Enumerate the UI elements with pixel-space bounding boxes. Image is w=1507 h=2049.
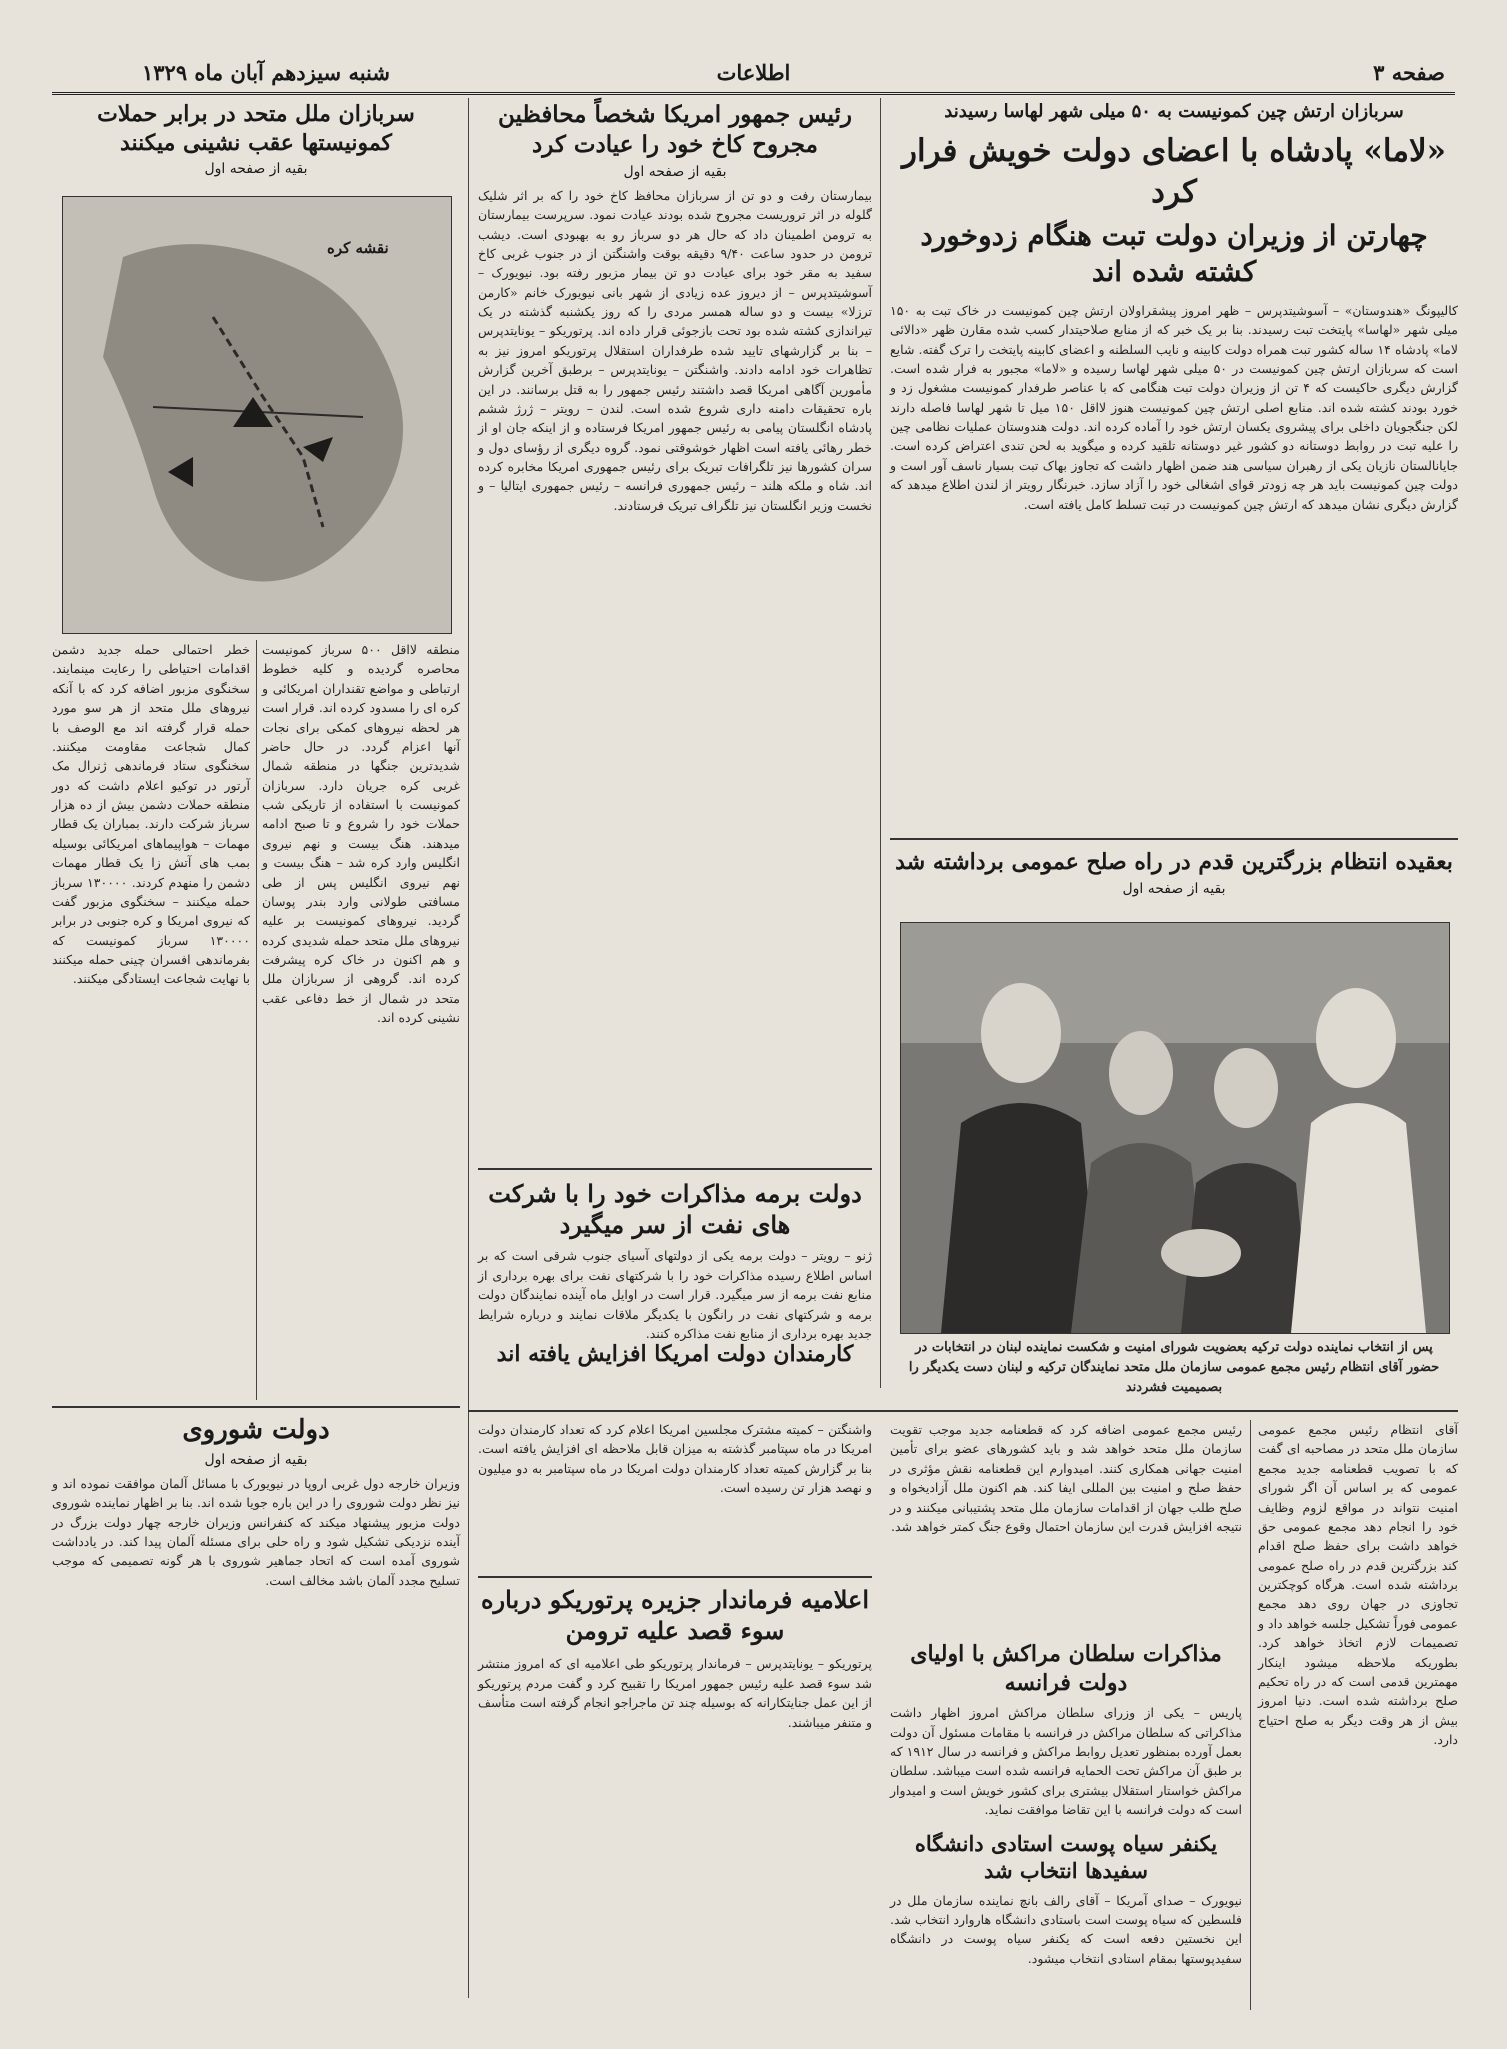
professor-headline: یکنفر سیاه پوست استادی دانشگاه سفیدها انتخاب شد — [914, 1831, 1218, 1884]
column-divider — [256, 640, 257, 1400]
burma-headline: دولت برمه مذاکرات خود را با شرکت های نفت از سر میگیرد — [488, 1179, 862, 1240]
masthead-page-number: صفحه ۳ — [1373, 60, 1445, 85]
article-truman — [478, 100, 872, 1160]
column-divider — [880, 98, 881, 1388]
entezam-body-a: آقای انتظام رئیس مجمع عمومی سازمان ملل متحد در مصاحبه ای گفت که با تصویب قطعنامه جدید مجمع عمومی که بر اساس آن اگر شورای امنیت نتواند در مواقع لزوم وظایف خود را انجام دهد مجمع عمومی حق خواهد داشت برای حفظ صلح اقدام کند بزرگترین قدم در راه صلح عمومی برداشته شده است. هرگاه کوچکترین تجاوزی در جهان روی دهد مجمع عمومی فوراً تشکیل جلسه خواهد داد و تصمیمات لازم اتخاذ خواهد کرد. بطوریکه ملاحظه میشود اینکار مهمترین قدمی است که در راه تحکیم صلح برداشته شده است. دنیا امروز بیش از هر وقت دیگر به صلح احتیاج دارد. — [1258, 1422, 1458, 1747]
article-burma — [478, 1178, 872, 1341]
article-entezam-header — [890, 848, 1458, 916]
column-divider — [468, 98, 469, 1998]
korea-continued-note: بقیه از صفحه اول — [204, 161, 308, 178]
article-tibet — [890, 100, 1458, 830]
soviet-headline: دولت شوروی — [182, 1415, 330, 1445]
morocco-headline: مذاکرات سلطان مراکش با اولیای دولت فرانسه — [910, 1641, 1222, 1696]
entezam-headline: بعقیده انتظام بزرگترین قدم در راه صلح عمومی برداشته شد — [895, 849, 1453, 875]
truman-body: بیمارستان رفت و دو تن از سربازان محافظ کاخ خود را که بر اثر شلیک گلوله در اثر تروریست مجروح شده بودند عیادت نمود. سرپرست بیمارستان به ترومن اطمینان داد که حال هر دو سرباز رو به بهبودی است. دیشب ترومن در حدود ساعت ۹/۴۰ دقیقه بوقت واشنگتن از در جنوب غربی کاخ سفید به مقر خود برای عیادت دو تن بیمار مزبور رفته بود. نیویورک – آسوشیتدپرس – از دیروز عده زیادی از شهر بانی نیویورک خانم «کارمن ترزلا» بیست و دو ساله همسر مردی را که روز یکشنبه گذشته در یک تیراندازی کشته شده بود تحت بازجوئی قرار داده اند. پرتوریکو – یونایتدپرس – بنا بر گزارشهای تایید شده طرفداران استقلال پرتوریکو امروز نیز به تظاهرات خود ادامه دادند. واشنگتن – یونایتدپرس – برطبق آخرین گزارش مأمورین آگاهی امریکا قصد داشتند رئیس جمهور را به قتل برسانند. در این باره تحقیقات دامنه داری شروع شده است. لندن – رویتر – ژرژ ششم پادشاه انگلستان پیامی به رئیس جمهور امریکا فرستاده و از اینکه جان او از خطر رهائی یافته است اظهار خوشوقتی نمود. گروه دیگری از رؤسای دول و سران کشورها نیز تلگرافات تبریک برای رئیس جمهوری امریکا مخابره کرده اند. شاه و ملکه هلند – رئیس جمهوری فرانسه – رئیس جمهوری ایتالیا – و نخست وزیر انگلستان نیز تلگراف تبریک فرستادند. — [478, 187, 872, 513]
section-divider — [478, 1576, 872, 1578]
masthead-date: شنبه سیزدهم آبان ماه ۱۳۲۹ — [142, 60, 390, 85]
photo-caption: پس از انتخاب نماینده دولت ترکیه بعضویت شورای امنیت و شکست نماینده لبنان در انتخابات در حضور آقای انتظام رئیس مجمع عمومی سازمان ملل متحد نمایندگان ترکیه و لبنان دست یکدیگر را بصمیمیت فشردند — [908, 1340, 1440, 1396]
entezam-body-b: رئیس مجمع عمومی اضافه کرد که قطعنامه جدید موجب تقویت سازمان ملل متحد خواهد شد و باید کشورهای عضو برای تأمین امنیت جهانی همکاری کنند. امیدوارم این قطعنامه نقش مؤثری در حفظ صلح و امنیت بین المللی ایفا کند. هم اکنون ملل آزادیخواه و صلح طلب جهان از اقدامات سازمان ملل متحد پشتیبانی میکنند و در نتیجه افزایش قدرت این سازمان احتمال وقوع جنگ کمتر خواهد شد. — [890, 1422, 1242, 1534]
section-divider — [890, 838, 1458, 840]
tibet-headline: «لاما» پادشاه با اعضای دولت خویش فرار کرد — [901, 133, 1447, 210]
puerto-rico-body: پرتوریکو – یونایتدپرس – فرماندار پرتوریکو طی اعلامیه ای که امروز منتشر شد سوء قصد علیه رئیس جمهور امریکا را تقبیح کرد و گفت مردم پرتوریکو از این عمل جنایتکارانه که بوسیله چند تن ماجراجو انجام گرفته است متأسف و متنفر میباشند. — [478, 1656, 872, 1730]
truman-continued-note: بقیه از صفحه اول — [623, 163, 727, 180]
burma-body: ژنو – رویتر – دولت برمه یکی از دولتهای آسیای جنوب شرقی است که بر اساس اطلاع رسیده مذاکرات خود را با شرکتهای نفت برای بهره برداری از منابع نفت برمه از سر میگیرد. قرار است در اوایل ماه آینده نمایندگان دولت برمه و شرکتهای نفت در رانگون با یکدیگر ملاقات نمایند و درباره شرایط جدید بهره برداری از منابع نفت مذاکره کنند. — [478, 1248, 872, 1341]
column-divider — [1250, 1420, 1251, 2010]
section-divider — [52, 1406, 460, 1408]
news-photo-handshake — [900, 922, 1450, 1334]
korea-body-b: خطر احتمالی حمله جدید دشمن اقدامات احتیاطی را رعایت مینمایند. سخنگوی مزبور اضافه کرد که با آنکه نیروهای ملل متحد از هر سو مورد حمله قرار گرفته اند مع الوصف با کمال شجاعت مقاومت میکنند. سخنگوی ستاد فرماندهی ژنرال مک آرتور در توکیو اعلام داشت که دور منطقه حملات دشمن بیش از ده هزار سرباز شرکت دارند. بمباران یک قطار مهمات – هواپیماهای امریکائی بوسیله بمب های آتش زا یک قطار مهمات دشمن را منهدم کردند. ۱۳۰۰۰۰ سرباز حمله میکنند – سخنگوی مزبور گفت که نیروی امریکا و کره جنوبی در برابر ۱۳۰۰۰۰ سرباز کمونیست که بفرماندهی افسران چینی حمله میکنند با نهایت شجاعت ایستادگی میکنند. — [52, 642, 250, 987]
soviet-continued-note: بقیه از صفحه اول — [204, 1451, 308, 1468]
professor-body: نیویورک – صدای آمریکا – آقای رالف بانچ نماینده سازمان ملل در فلسطین که سیاه پوست است باستادی دانشگاه هاروارد انتخاب شد. این نخستین دفعه است که یکنفر سیاه پوست در دانشگاه سفیدپوستها بمقام استادی انتخاب میشود. — [890, 1892, 1242, 1966]
entezam-continued-note: بقیه از صفحه اول — [1122, 880, 1226, 897]
masthead — [52, 52, 1455, 95]
article-korea-header — [52, 100, 460, 192]
employees-headline: کارمندان دولت امریکا افزایش یافته اند — [496, 1341, 854, 1367]
entezam-continuation-a — [1258, 1420, 1458, 2010]
korea-continuation-a — [262, 640, 460, 1400]
photo-caption-block — [900, 1338, 1448, 1408]
korea-headline: سربازان ملل متحد در برابر حملات کمونیستها عقب نشینی میکنند — [97, 101, 415, 156]
article-employees — [478, 1420, 872, 1570]
map-label: نقشه کره — [323, 237, 393, 259]
entezam-continuation-b — [890, 1420, 1242, 1630]
tibet-body: کالیپونگ «هندوستان» – آسوشیتدپرس – ظهر امروز پیشقراولان ارتش چین کمونیست در خاک تبت به ۱۵۰ میلی شهر «لهاسا» پایتخت تبت رسیدند. بنا بر یک خبر که از منابع صلاحیتدار کسب شده مقارن ظهر «دالائی لاما» پادشاه ۱۴ ساله کشور تبت همراه دولت کابینه و نایب السلطنه و اعضای کابینه پایتخت را ترک گفته. شایع است که سربازان ارتش چین کمونیست در ۵۰ میلی شهر لهاسا رسیده و «لاما» مجبور به فرار شده است. گزارش دیگری حاکیست که ۴ تن از وزیران دولت تبت هنگامی که با عناصر طرفدار کمونیست مشغول زد و خورد بودند کشته شده اند. منابع اصلی ارتش چین کمونیست هنوز لااقل ۱۵۰ میل تا شهر لهاسا فاصله دارند لکن جنگجویان داخلی برای پیشروی یکسان ارتش خود را آماده کرده اند. دولت هندوستان عملیات نظامی چین را علیه تبت در روابط دوستانه دو کشور غیر دوستانه تلقید کرده و میگوید به لحن تندی اعتراض کرده است. جایانالستان نازیان یکی از رهبران سیاسی هند ضمن اظهار داشت که تجاوز بهاک تبت بسیار ناسف آور است و دولت چین کمونیست باید هر چه زودتر قوای اشغالی خود را آزاد سازد. خبرنگار رویتر از لندن اطلاع میدهد که گزارش دیگری نشان میدهد که ارتش چین کمونیست در تبت تسلط کامل یافته است. — [890, 302, 1458, 512]
soviet-body: وزیران خارجه دول غربی اروپا در نیویورک با مسائل آلمان موافقت نموده اند و نیز نظر دولت شوروی را در این باره جویا شده اند. بنا بر اظهار نماینده شوروی دولت مزبور پیشنهاد میکند که کنفرانس وزیران خارجه چهار دولت بزرگ در آینده نزدیکی تشکیل شود و راه حلی برای مسئله آلمان پیدا کند. در یادداشت شوروی آمده است که اتحاد جماهیر شوروی با هر گونه تصمیمی که موجب تسلیح مجدد آلمان باشد مخالف است. — [52, 1475, 460, 1588]
section-divider — [468, 1410, 1458, 1412]
puerto-rico-headline: اعلامیه فرماندار جزیره پرتوریکو درباره سوء قصد علیه ترومن — [480, 1585, 870, 1646]
tibet-kicker: سربازان ارتش چین کمونیست به ۵۰ میلی شهر لهاسا رسیدند — [944, 101, 1404, 122]
article-employees-head — [478, 1340, 872, 1400]
section-divider — [478, 1168, 872, 1170]
employees-body: واشنگتن – کمیته مشترک مجلسین امریکا اعلام کرد که تعداد کارمندان دولت امریکا در ماه سپتامبر گذشته به میزان قابل ملاحظه ای افزایش یافته است. بنا بر گزارش کمیته تعداد کارمندان دولت امریکا در ماه سپتامبر به دو میلیون و نهصد هزار تن رسیده است. — [478, 1422, 872, 1496]
article-professor — [890, 1830, 1242, 2010]
map-graphic — [63, 197, 451, 633]
photo-figures — [901, 923, 1449, 1333]
korea-body-a: منطقه لااقل ۵۰۰ سرباز کمونیست محاصره گردیده و کلیه خطوط ارتباطی و مواضع تقنداران امریکائی و کره ای را مسدود کرده اند. قرار است هر لحظه نیروهای کمکی برای نجات آنها اعزام گردد. در حال حاضر شدیدترین جنگها در منطقه شمال غربی کره جریان دارد. سربازان کمونیست با استفاده از تاریکی شب حملات خود را شروع و تا صبح ادامه میدهند. هنگ بیست و نهم نیروی انگلیس وارد کره شد – هنگ بیست و نهم نیروی انگلیس پس از طی مسافتی طولانی وارد بندر پوسان گردید. نیروهای کمونیست بر علیه نیروهای ملل متحد حمله شدیدی کرده و هم اکنون در خاک کره پیشرفت کرده اند. گروهی از سربازان ملل متحد در شمال از خط دفاعی عقب نشینی کرده اند. — [262, 642, 460, 1026]
article-soviet — [52, 1414, 460, 2004]
article-puerto-rico — [478, 1584, 872, 2004]
article-morocco — [890, 1640, 1242, 1820]
morocco-body: پاریس – یکی از وزرای سلطان مراکش امروز اظهار داشت مذاکراتی که سلطان مراکش در فرانسه با مقامات مسئول آن دولت بعمل آورده بمنظور تعدیل روابط مراکش و فرانسه در سال ۱۹۱۲ که بر طبق آن مراکش تحت الحمایه فرانسه شده است میباشد. سلطان مراکش خواستار استقلال بیشتری برای کشور خویش است و امیدوار است که دولت فرانسه با این تقاضا موافقت نماید. — [890, 1705, 1242, 1818]
truman-headline: رئیس جمهور امریکا شخصاً محافظین مجروح کاخ خود را عیادت کرد — [498, 101, 852, 158]
korea-map — [62, 196, 452, 634]
korea-continuation-b — [52, 640, 250, 1400]
tibet-headline-2: چهارتن از وزیران دولت تبت هنگام زدوخورد کشته شده اند — [920, 218, 1428, 289]
masthead-paper-name: اطلاعات — [716, 60, 791, 85]
